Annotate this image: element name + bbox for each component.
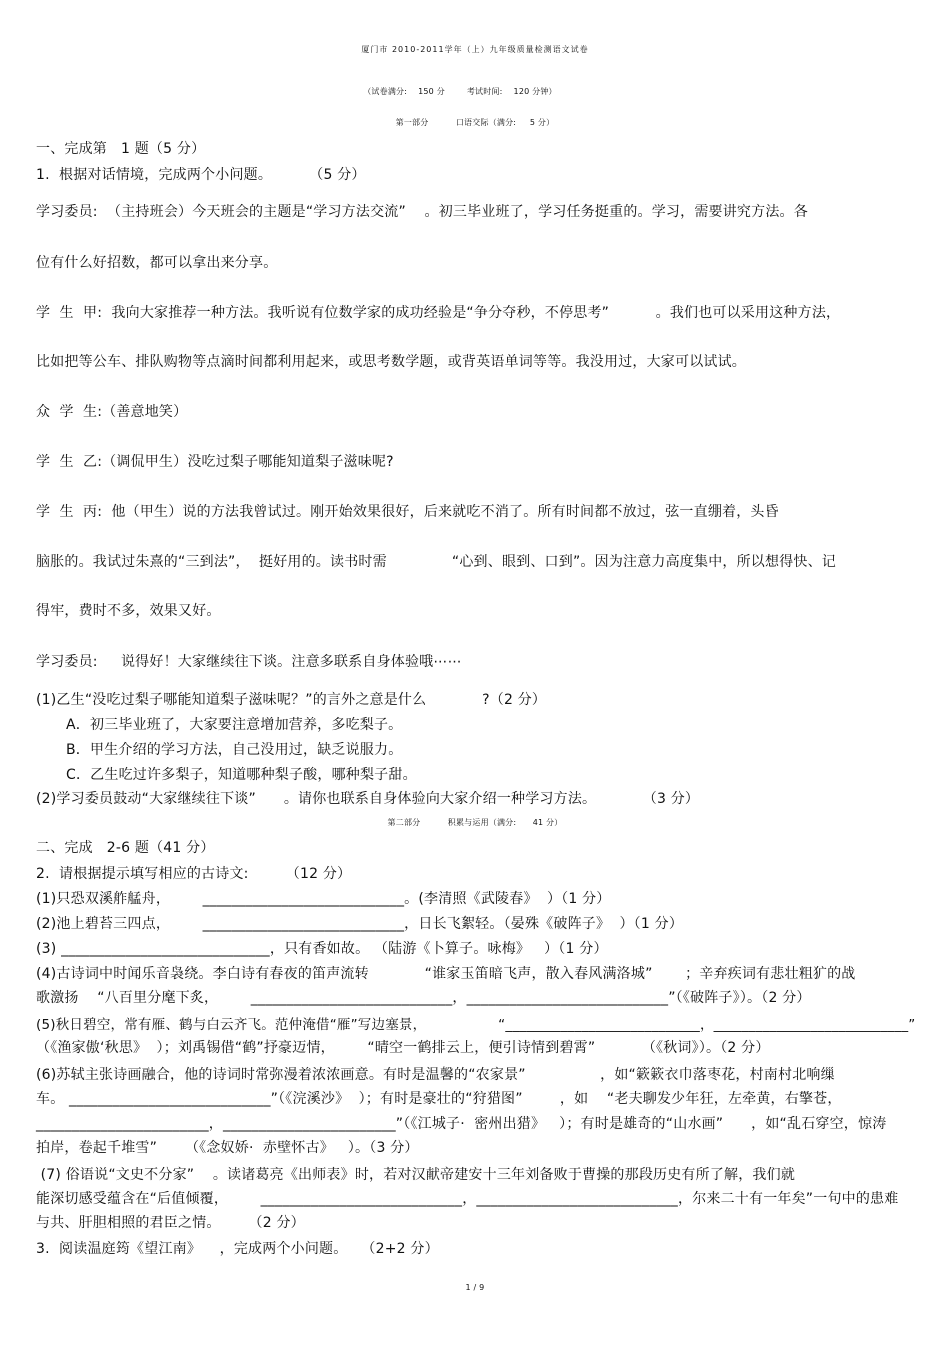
fill-in-line: ________________________，________________________”（《江城子· 密州出猎》 ）；有时是雄奇的“山水画” ，如“乱石穿空，惊涛 [36, 1116, 887, 1132]
dialogue-line: 学习委员: 说得好！大家继续往下谈。注意多联系自身体验哦⋯⋯ [36, 654, 462, 670]
fill-in-line: (6)苏轼主张诗画融合，他的诗词时常弥漫着浓浓画意。有时是温馨的“农家景” ，如“簌簌衣巾落枣花，村南村北响缫 [36, 1067, 835, 1083]
fill-in-line: （《渔家傲‘秋思》 ）；刘禹锡借“鹤”抒豪迈情， “晴空一鹤排云上，便引诗情到碧霄” （《秋词》）。（2 分） [36, 1040, 770, 1056]
fill-in-line: (2)池上碧苔三四点， ____________________________，日长飞絮轻。（晏殊《破阵子》 ）（1 分） [36, 916, 684, 932]
question-1-2: (2)学习委员鼓动“大家继续往下谈” 。请你也联系自身体验向大家介绍一种学习方法。 （3 分） [36, 791, 700, 807]
fill-in-line: (7) 俗语说“文史不分家” 。读诸葛亮《出师表》时，若对汉献帝建安十三年刘备败于曹操的那段历史有所了解，我们就 [36, 1167, 796, 1183]
fill-in-line: (4)古诗词中时闻乐音袅绕。李白诗有春夜的笛声流转 “谁家玉笛暗飞声，散入春风满洛城” ；辛弃疾词有悲壮粗犷的战 [36, 966, 856, 982]
fill-in-line: 与共、肝胆相照的君臣之情。 （2 分） [36, 1215, 305, 1231]
option-c: C．乙生吃过许多梨子，知道哪种梨子酸，哪种梨子甜。 [66, 767, 417, 783]
fill-in-line: (1)只恐双溪舴艋舟， ____________________________。(李清照《武陵春》 ）（1 分） [36, 891, 611, 907]
dialogue-line: 得牢，费时不多，效果又好。 [36, 603, 221, 619]
exam-title: 厦门市 2010-2011学年（上）九年级质量检测语文试卷 [361, 45, 589, 54]
fill-in-line: 车。 ____________________________”（《浣溪沙》 ）；有时是豪壮的“狩猎图” ，如 “老夫聊发少年狂，左牵黄，右擎苍， [36, 1091, 842, 1107]
fill-in-line: 拍岸，卷起千堆雪” （《念奴娇· 赤壁怀古》 ）。（3 分） [36, 1140, 419, 1156]
dialogue-line: 脑胀的。我试过朱熹的“三到法”， 挺好用的。读书时需 “心到、眼到、口到”。因为注意力高度集中，所以想得快、记 [36, 554, 837, 570]
section-2-heading: 二、完成 2-6 题（41 分） [36, 840, 215, 856]
question-1: 1. 根据对话情境，完成两个小问题。 （5 分） [36, 167, 366, 183]
dialogue-line: 众 学 生:（善意地笑） [36, 404, 188, 420]
exam-subtitle: （试卷满分: 150 分 考试时间: 120 分钟） [363, 87, 557, 96]
dialogue-line: 学 生 丙: 他（甲生）说的方法我曾试过。刚开始效果很好，后来就吃不消了。所有时间都不放过，弦一直绷着，头昏 [36, 504, 779, 520]
part2-heading: 第二部分 积累与运用（满分: 41 分） [387, 818, 563, 827]
fill-in-line: (3) _____________________________，只有香如故。 （陆游《卜算子。咏梅》 ）（1 分） [36, 941, 608, 957]
option-a: A．初三毕业班了，大家要注意增加营养，多吃梨子。 [66, 717, 403, 733]
part1-heading: 第一部分 口语交际（满分: 5 分） [395, 118, 555, 127]
dialogue-line: 学 生 乙:（调侃甲生）没吃过梨子哪能知道梨子滋味呢? [36, 454, 394, 470]
fill-in-line: 能深切感受蕴含在“后值倾覆， ____________________________，____________________________，尔来二十有一年矣”一句中的患难 [36, 1191, 899, 1207]
dialogue-line: 位有什么好招数，都可以拿出来分享。 [36, 255, 278, 271]
section-1-heading: 一、完成第 1 题（5 分） [36, 141, 206, 157]
dialogue-line: 比如把等公车、排队购物等点滴时间都利用起来，或思考数学题，或背英语单词等等。我没用过，大家可以试试。 [36, 354, 746, 370]
fill-in-line: 歌激扬 “八百里分麾下炙， ____________________________，____________________________”（《破阵子》）。（2 分） [36, 990, 811, 1006]
question-1-1: (1)乙生“没吃过梨子哪能知道梨子滋味呢？”的言外之意是什么 ?（2 分） [36, 692, 547, 708]
dialogue-line: 学习委员: （主持班会）今天班会的主题是“学习方法交流” 。初三毕业班了，学习任务挺重的。学习，需要讲究方法。各 [36, 204, 808, 220]
option-b: B．甲生介绍的学习方法，自己没用过，缺乏说服力。 [66, 742, 403, 758]
page-number: 1 / 9 [465, 1283, 485, 1292]
question-2: 2. 请根据提示填写相应的古诗文: （12 分） [36, 866, 352, 882]
fill-in-line: (5)秋日碧空，常有雁、鹤与白云齐飞。范仲淹借“雁”写边塞景， “____________________________，____________________________” [36, 1017, 916, 1033]
dialogue-line: 学 生 甲: 我向大家推荐一种方法。我听说有位数学家的成功经验是“争分夺秒，不停思考” 。我们也可以采用这种方法， [36, 305, 841, 321]
question-3: 3. 阅读温庭筠《望江南》 ，完成两个小问题。 （2+2 分） [36, 1241, 439, 1257]
